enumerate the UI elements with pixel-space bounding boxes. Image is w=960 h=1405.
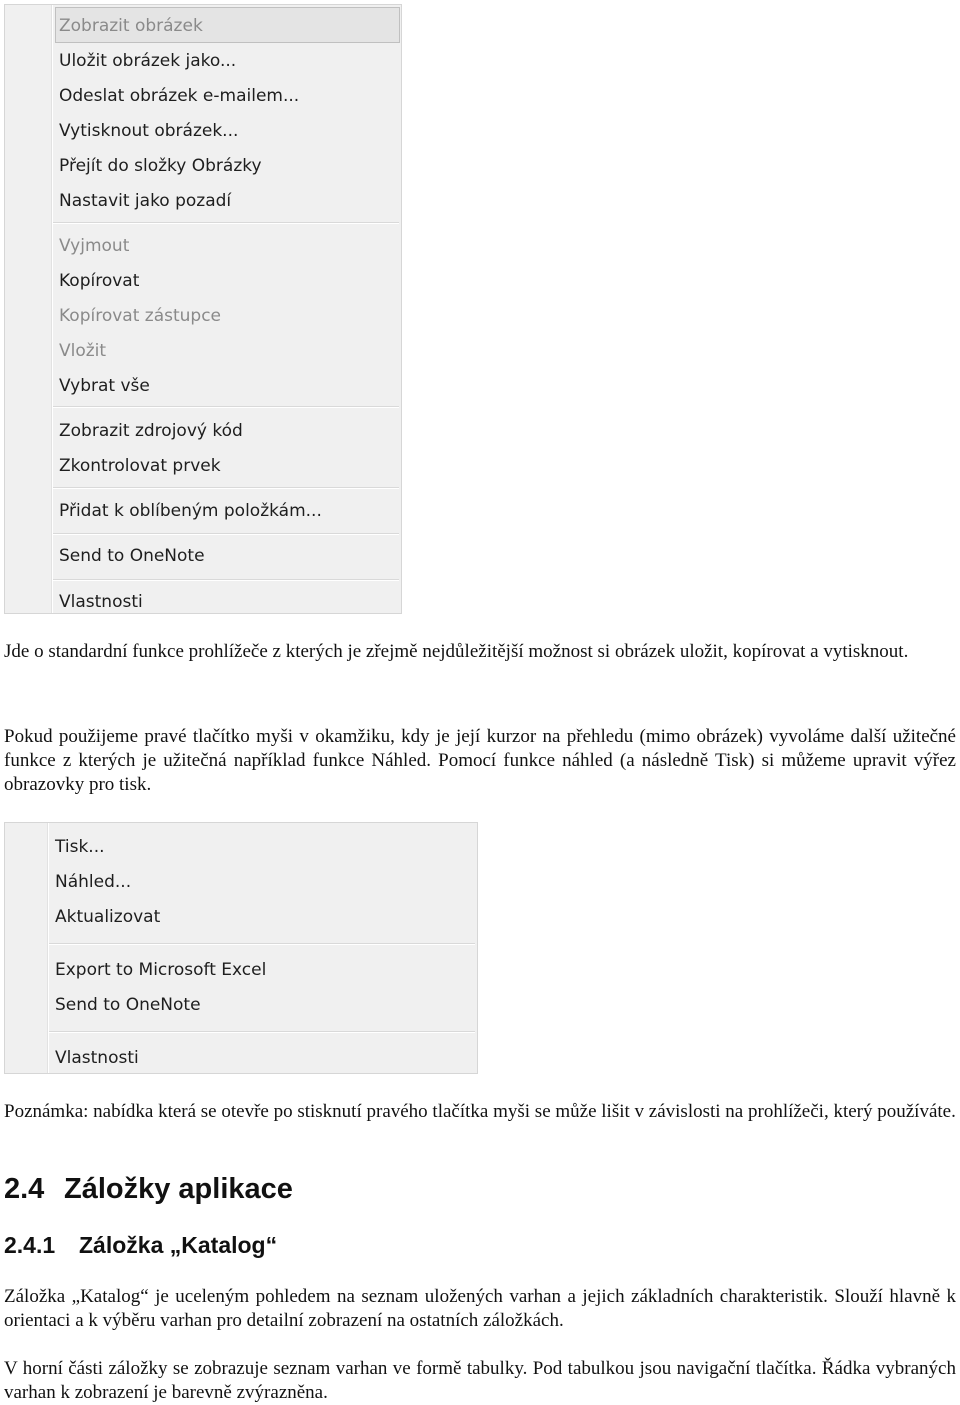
menu-item-send-onenote[interactable]: Send to OneNote	[55, 995, 201, 1015]
menu-item-set-background[interactable]: Nastavit jako pozadí	[59, 191, 232, 211]
menu-item-copy-shortcut[interactable]: Kopírovat zástupce	[59, 306, 222, 326]
menu-item-properties[interactable]: Vlastnosti	[55, 1048, 139, 1068]
menu-item-cut[interactable]: Vyjmout	[59, 236, 130, 256]
menu-item-print[interactable]: Tisk...	[55, 837, 105, 857]
paragraph-catalog-tab	[4, 1285, 956, 1333]
menu-separator	[53, 406, 399, 408]
menu-item-select-all[interactable]: Vybrat vše	[59, 376, 150, 396]
menu-item-view-source[interactable]: Zobrazit zdrojový kód	[59, 421, 243, 441]
paragraph-table-description	[4, 1357, 956, 1405]
menu-item-send-onenote[interactable]: Send to OneNote	[59, 546, 205, 566]
menu-item-go-to-pictures[interactable]: Přejít do složky Obrázky	[59, 156, 262, 176]
section-number: 2.4	[4, 1173, 45, 1205]
menu-item-add-favorites[interactable]: Přidat k oblíbeným položkám...	[59, 501, 322, 521]
paragraph-text: V horní části záložky se zobrazuje seznam varhan ve formě tabulky. Pod tabulkou jsou navigační tlačítka. Řádka vybraných varhan k zobrazení je barevně zvýrazněna.	[4, 1358, 956, 1403]
subsection-heading	[4, 1232, 277, 1259]
paragraph-note	[4, 1100, 956, 1124]
paragraph-browser-functions	[4, 640, 956, 664]
paragraph-text: Poznámka: nabídka která se otevře po stisknutí pravého tlačítka myši se může lišit v závislosti na prohlížeči, který používáte.	[4, 1101, 956, 1122]
paragraph-text: Záložka „Katalog“ je uceleným pohledem na seznam uložených varhan a jejich základních charakteristik. Slouží hlavně k orientaci a k výběru varhan pro detailní zobrazení na ostatních záložkách.	[4, 1286, 956, 1331]
menu-item-properties[interactable]: Vlastnosti	[59, 592, 143, 612]
menu-item-save-image[interactable]: Uložit obrázek jako...	[59, 51, 237, 71]
menu-item-copy[interactable]: Kopírovat	[59, 271, 140, 291]
menu-separator	[49, 1031, 475, 1033]
menu-separator	[53, 487, 399, 489]
menu-separator	[53, 533, 399, 535]
image-context-menu	[4, 4, 402, 614]
paragraph-text: Jde o standardní funkce prohlížeče z kterých je zřejmě nejdůležitější možnost si obrázek uložit, kopírovat a vytisknout.	[4, 641, 909, 662]
menu-item-print-image[interactable]: Vytisknout obrázek...	[59, 121, 239, 141]
menu-item-refresh[interactable]: Aktualizovat	[55, 907, 161, 927]
menu-icon-gutter	[5, 5, 52, 613]
page-context-menu	[4, 822, 478, 1074]
menu-separator	[53, 222, 399, 224]
subsection-number: 2.4.1	[4, 1232, 56, 1258]
paragraph-text: Pokud použijeme pravé tlačítko myši v okamžiku, kdy je její kurzor na přehledu (mimo obrázek) vyvoláme další užitečné funkce z kterých je užitečná například funkce Náhled. Pomocí funkce náhled (a následně Tisk) si můžeme upravit výřez obrazovky pro tisk.	[4, 726, 956, 795]
menu-item-inspect-element[interactable]: Zkontrolovat prvek	[59, 456, 221, 476]
section-heading	[4, 1173, 293, 1206]
subsection-title: Záložka „Katalog“	[79, 1232, 278, 1258]
paragraph-preview-function	[4, 725, 956, 797]
menu-separator	[53, 579, 399, 581]
menu-item-export-excel[interactable]: Export to Microsoft Excel	[55, 960, 267, 980]
menu-item-paste[interactable]: Vložit	[59, 341, 107, 361]
menu-item-show-image[interactable]: Zobrazit obrázek	[59, 16, 203, 36]
menu-icon-gutter	[5, 823, 48, 1073]
menu-item-email-image[interactable]: Odeslat obrázek e-mailem...	[59, 86, 300, 106]
menu-item-preview[interactable]: Náhled...	[55, 872, 132, 892]
menu-separator	[49, 943, 475, 945]
section-title: Záložky aplikace	[64, 1173, 293, 1205]
